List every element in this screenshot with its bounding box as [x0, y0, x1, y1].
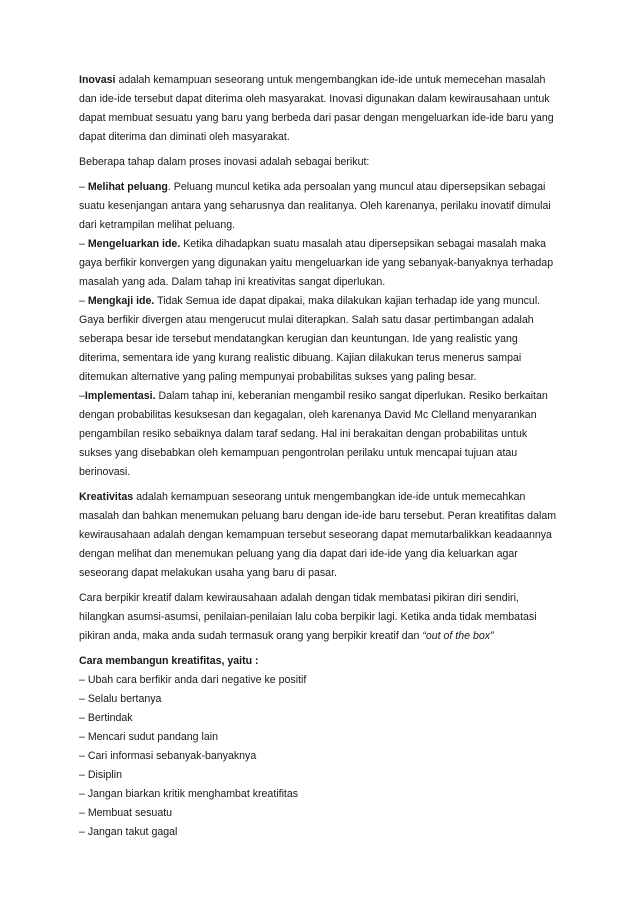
document-body	[79, 71, 569, 842]
list-item: – Jangan takut gagal	[79, 826, 178, 838]
term-inovasi: Inovasi	[79, 74, 116, 86]
paragraph-inovasi: Inovasi adalah kemampuan seseorang untuk mengembangkan ide-ide untuk memecehan masalah dan ide-ide tersebut dapat diterima oleh masyarakat. Inovasi digunakan dalam kewirausahaan untuk dapat membuat sesuatu yang baru yang berbeda dari pasar dengan mengeluarkan ide-ide baru yang dapat diterima dan diminati oleh masyarakat.	[79, 74, 554, 143]
list-item: – Ubah cara berfikir anda dari negative ke positif	[79, 674, 307, 686]
step-melihat-peluang: – Melihat peluang. Peluang muncul ketika ada persoalan yang muncul atau dipersepsikan sebagai suatu kesenjangan antara yang seharusnya dan realitanya. Oleh karenanya, perilaku inovatif dimulai dari ketrampilan melihat peluang.	[79, 181, 551, 231]
step-implementasi: –Implementasi. Dalam tahap ini, keberanian mengambil resiko sangat diperlukan. Resiko berkaitan dengan probabilitas kesuksesan dan kegagalan, oleh karenanya David Mc Clelland menyarankan pengambilan resiko sebaiknya dalam taraf sedang. Hal ini berakaitan dengan probabilitas untuk sukses yang disebabkan oleh kemampuan pengontrolan perilaku untuk mencapai tujuan atau berinovasi.	[79, 390, 548, 478]
paragraph-cara-berpikir: Cara berpikir kreatif dalam kewirausahaan adalah dengan tidak membatasi pikiran diri sendiri, hilangkan asumsi-asumsi, penilaian-penilaian lalu coba berpikir lagi. Ketika anda tidak membatasi pikiran anda, maka anda sudah termasuk orang yang berpikir kreatif dan “out of the box”	[79, 592, 537, 642]
list-cara-membangun	[79, 652, 569, 842]
list-item: – Jangan biarkan kritik menghambat kreatifitas	[79, 788, 299, 800]
step-mengkaji-ide: – Mengkaji ide. Tidak Semua ide dapat dipakai, maka dilakukan kajian terhadap ide yang muncul. Gaya berfikir divergen atau mengerucut mulai diterapkan. Salah satu dasar pertimbangan adalah seberapa besar ide tersebut mendatangkan kerugian dan keuntungan. Ide yang realistic yang diterima, sementara ide yang kurang realistic dibuang. Kajian dilakukan terus menerus sampai ditemukan alternative yang paling mempunyai probabilitas sukses yang paling besar.	[79, 295, 541, 383]
paragraph-tahap-intro: Beberapa tahap dalam proses inovasi adalah sebagai berikut:	[79, 156, 370, 168]
list-heading: Cara membangun kreatifitas, yaitu :	[79, 655, 259, 667]
step-mengeluarkan-ide: – Mengeluarkan ide. Ketika dihadapkan suatu masalah atau dipersepsikan sebagai masalah maka gaya berfikir konvergen yang digunakan yaitu mengeluarkan ide yang sebanyak-banyaknya terhadap masalah yang ada. Dalam tahap ini kreativitas sangat diperlukan.	[79, 238, 554, 288]
term-kreativitas: Kreativitas	[79, 491, 134, 503]
list-item: – Membuat sesuatu	[79, 807, 173, 819]
paragraph-kreativitas: Kreativitas adalah kemampuan seseorang untuk mengembangkan ide-ide untuk memecahkan masalah dan bahkan menemukan peluang baru dengan ide-ide baru tersebut. Peran kreatifitas dalam kewirausahaan adalah dengan kemampuan tersebut seseorang dapat memutarbalikkan keadaannya dengan melihat dan menemukan peluang yang dia dapat dari ide-ide yang dia keluarkan agar seseorang dapat melakukan usaha yang baru di pasar.	[79, 491, 557, 579]
quote-out-of-the-box: “out of the box”	[422, 630, 494, 642]
list-item: – Bertindak	[79, 712, 133, 724]
list-item: – Disiplin	[79, 769, 122, 781]
list-item: – Mencari sudut pandang lain	[79, 731, 218, 743]
list-item: – Cari informasi sebanyak-banyaknya	[79, 750, 257, 762]
paragraph-tahap-inovasi	[79, 178, 569, 482]
list-item: – Selalu bertanya	[79, 693, 162, 705]
